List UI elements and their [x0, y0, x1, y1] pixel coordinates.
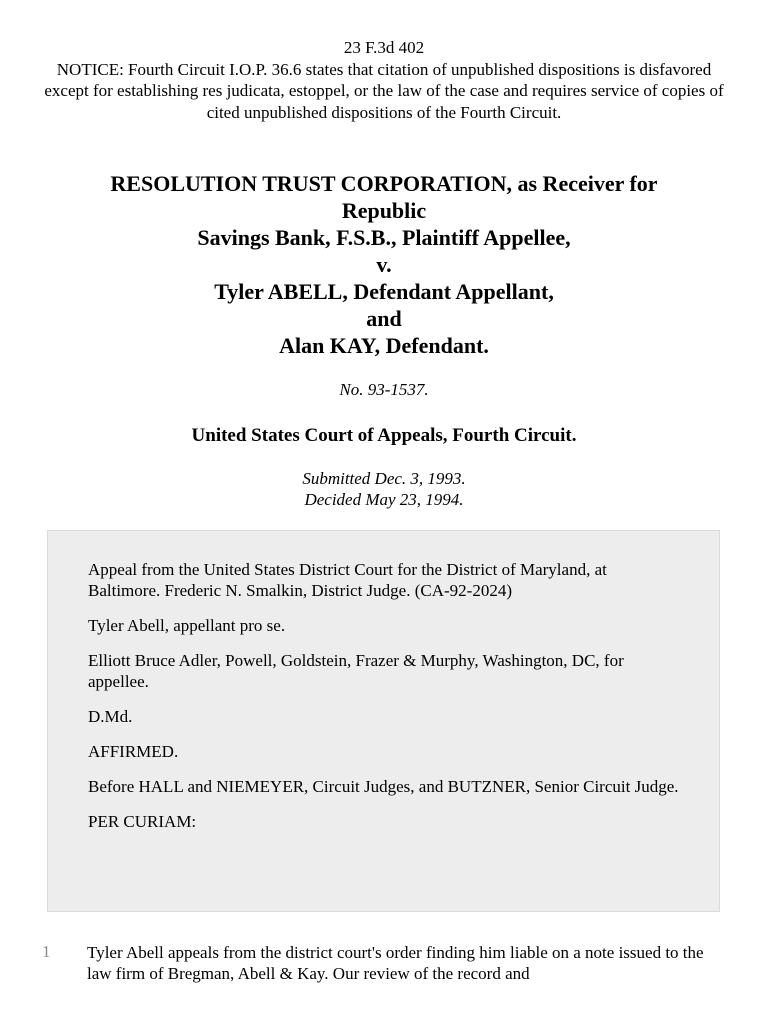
caption-line: Tyler ABELL, Defendant Appellant,: [214, 279, 554, 304]
unpublished-notice: NOTICE: Fourth Circuit I.O.P. 36.6 states that citation of unpublished dispositions is disfavored except for establishing res judicata, estoppel, or the law of the case and requires service of copies of cited unpublished dispositions of the Fourth Circuit.: [44, 59, 724, 122]
per-curiam: PER CURIAM:: [88, 812, 197, 831]
caption-line: Savings Bank, F.S.B., Plaintiff Appellee,: [197, 225, 571, 250]
caption-line: Alan KAY, Defendant.: [279, 333, 489, 358]
citation: 23 F.3d 402: [343, 38, 425, 57]
caption-line: RESOLUTION TRUST CORPORATION, as Receiver for: [110, 171, 658, 196]
header-notice-block: [40, 37, 728, 123]
panel: Before HALL and NIEMEYER, Circuit Judges, and BUTZNER, Senior Circuit Judge.: [88, 777, 679, 796]
appellant-counsel: Tyler Abell, appellant pro se.: [88, 616, 286, 635]
appeal-from: Appeal from the United States District Court for the District of Maryland, at Baltimore. Frederic N. Smalkin, District Judge. (CA-92-2024): [88, 560, 607, 600]
case-caption: [40, 170, 728, 359]
opinion-paragraph: Tyler Abell appeals from the district court's order finding him liable on a note issued to the law firm of Bregman, Abell & Kay. Our review of the record and: [87, 943, 704, 983]
caption-line: v.: [376, 252, 392, 277]
docket-number: No. 93-1537.: [339, 380, 429, 399]
appellee-counsel: Elliott Bruce Adler, Powell, Goldstein, Frazer & Murphy, Washington, DC, for appellee.: [88, 651, 624, 691]
caption-line: Republic: [341, 198, 427, 223]
case-info-box: [47, 530, 720, 912]
disposition: AFFIRMED.: [88, 742, 179, 761]
submitted-date: Submitted Dec. 3, 1993.: [302, 469, 466, 488]
paragraph-number: 1: [42, 942, 51, 961]
decided-date: Decided May 23, 1994.: [304, 490, 464, 509]
caption-line: and: [366, 306, 402, 331]
court-name: United States Court of Appeals, Fourth Circuit.: [191, 425, 577, 446]
case-dates: [40, 468, 728, 510]
district-abbrev: D.Md.: [88, 707, 133, 726]
